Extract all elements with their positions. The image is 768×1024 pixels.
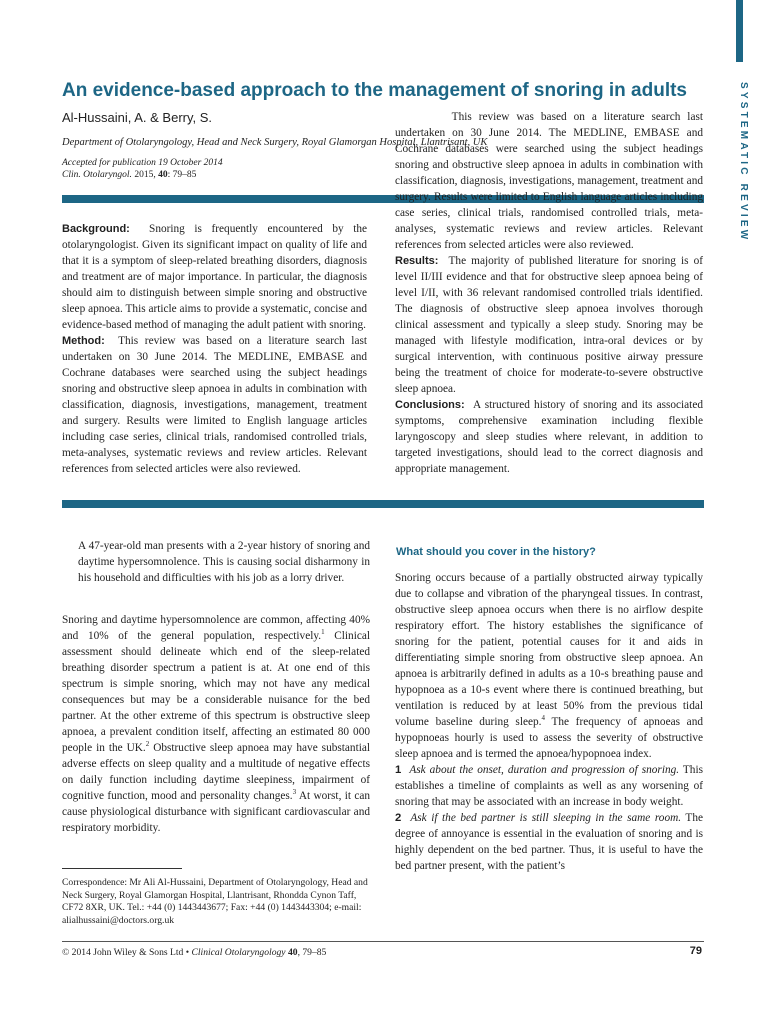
accepted-date: Accepted for publication 19 October 2014 bbox=[62, 158, 223, 168]
affiliation: Department of Otolaryngology, Head and Neck Surgery, Royal Glamorgan Hospital, Llantrisant, UK bbox=[62, 137, 488, 148]
publication-info bbox=[62, 157, 223, 181]
abstract-left: Background: Snoring is frequently encountered by the otolaryngologist. Given its significant impact on quality of life and that it is a symptom of sleep-related breathing disorders, diagnosis and treatment are of major importance. In particular, the diagnosis should aim to distinguish between simple snoring and obstructive sleep apnoea. This article aims to provide a systematic, concise and evidence-based method of managing the adult patient with snoring. Method: This review was based on a literature search last undertaken on 30 June 2014. The MEDLINE, EMBASE and Cochrane databases were searched using the subject headings snoring and obstructive sleep apnoea in adults in combination with classification, diagnosis, investigations, management, treatment and surgery. Results were limited to English language articles including case series, clinical trials, randomised controlled trials, meta-analyses, systematic reviews and review articles. Relevant references from selected articles were also reviewed. bbox=[62, 223, 368, 475]
citation: Clin. Otolaryngol. 2015, 40: 79–85 bbox=[62, 170, 197, 180]
section-label: SYSTEMATIC REVIEW bbox=[738, 82, 749, 243]
case-vignette: A 47-year-old man presents with a 2-year history of snoring and daytime hypersomnolence. This is causing social disharmony in his household and difficulties with his job as a lorry driver. bbox=[78, 540, 370, 584]
page-number: 79 bbox=[689, 945, 702, 957]
history-section: Snoring occurs because of a partially obstructed airway typically due to collapse and vibration of the pharyngeal tissues. In contrast, obstructive sleep apnoea occurs when there is no airflow despite respiratory effort. The history establishes the significance of snoring for the patient, potential causes for it and aids in differentiating simple snoring from obstructive sleep apnoea. An apnoea is arbitrarily defined in adults as a 10-s breathing pause and hypopnoea as a 10-s event where there is continued breathing, but ventilation is reduced by at least 50% from the previous tidal volume baseline during sleep.$^4$ The frequency of apnoeas and hypopnoeas hourly is used to assess the severity of obstructive sleep apnoea and is termed the apnoea/hypopnoea index. 1 Ask about the onset, duration and progression of snoring. This establishes a timeline of complaints as well as any worsening of snoring that may be associated with an increase in body weight. 2 Ask if the bed partner is still sleeping in the same room. The degree of annoyance is essential in the evaluation of snoring and is highly dependent on the bed partner. Thus, it is useful to have the bed partner present, with the patient’s bbox=[395, 572, 703, 872]
section-heading: What should you cover in the history? bbox=[396, 546, 596, 558]
abstract-divider bbox=[62, 500, 704, 508]
authors: Al-Hussaini, A. & Berry, S. bbox=[62, 110, 213, 125]
footer-divider bbox=[62, 941, 704, 942]
article-title: An evidence-based approach to the management of snoring in adults bbox=[62, 80, 687, 101]
introduction: Snoring and daytime hypersomnolence are common, affecting 40% and 10% of the general population, respectively.$^1$ Clinical assessment should delineate which end of the sleep-related breathing disorder spectrum a patient is at. At one end of this spectrum is simple snoring, which may not have any medical consequences but may be a considerable nuisance for the bed partner. At the other extreme of this spectrum is obstructive sleep apnoea, a prevalent condition itself, affecting an estimated 80 000 people in the UK.$^2$ Obstructive sleep apnoea may have substantial adverse effects on sleep quality and a multitude of negative effects on daily function including daytime sleepiness, impairment of cognitive function, mood and personality changes.$^3$ At worst, it can cause physiological disturbance with significant cardiovascular and respiratory morbidity. bbox=[62, 614, 371, 834]
correspondence: Correspondence: Mr Ali Al-Hussaini, Department of Otolaryngology, Head and Neck Surgery, Royal Glamorgan Hospital, Llantrisant, Rhondda Cynon Taff, CF72 8XR, UK. Tel.: +44 (0) 1443443677; Fax: +44 (0) 1443443304; e-mail: alialhussaini@doctors.org.uk bbox=[62, 877, 368, 926]
correspondence-divider bbox=[62, 868, 182, 869]
footer-copyright: © 2014 John Wiley & Sons Ltd • Clinical Otolaryngology 40, 79–85 bbox=[62, 947, 327, 958]
sidebar-accent-bar bbox=[736, 0, 743, 62]
abstract-right: This review was based on a literature search last undertaken on 30 June 2014. The MEDLINE, EMBASE and Cochrane databases were searched using the subject headings snoring and obstructive sleep apnoea in adults in combination with classification, diagnosis, investigations, management, treatment and surgery. Results were limited to English language articles including case series, clinical trials, randomised controlled trials, meta-analyses, systematic reviews and review articles. Relevant references from selected articles were also reviewed. Results: The majority of published literature for snoring is of level II/III evidence and that for obstructive sleep apnoea being of level I/II, with 36 relevant randomised controlled trials identified. The diagnosis of obstructive sleep apnoea involves thorough clinical assessment and typically a sleep study. Snoring may be managed with lifestyle modification, intra-oral devices or by surgical intervention, with continuous positive airway pressure being the treatment of choice for moderate-to-severe obstructive sleep apnoea. Conclusions: A structured history of snoring and its associated symptoms, comprehensive examination including flexible laryngoscopy and sleep studies where relevant, in addition to targeted investigations, should lead to the correct diagnosis and appropriate management. bbox=[395, 111, 703, 475]
